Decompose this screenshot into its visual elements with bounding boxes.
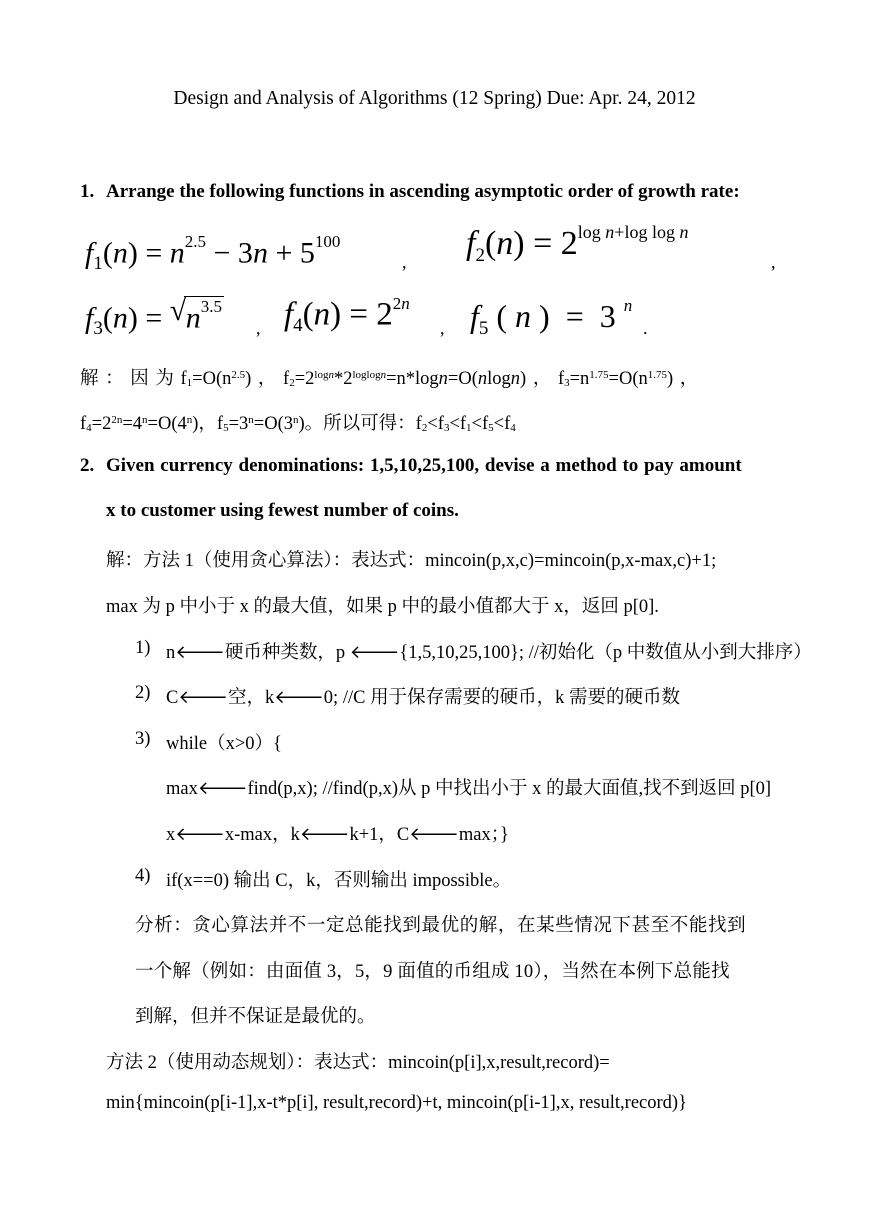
q2-method1-line1: 解：方法 1（使用贪心算法）：表达式：mincoin(p,x,c)=mincoin(p,x-max,c)+1; (106, 551, 717, 571)
formula-f1: $f_1(n) = n^{2.5} - 3n + 5^{100}$ (85, 232, 341, 274)
comma: , (771, 252, 776, 272)
formula-f4: $f_4(n) = 2^{2n}$ (284, 294, 410, 336)
q2-method1-line2: max 为 p 中小于 x 的最大值，如果 p 中的最小值都大于 x，返回 p[0]. (106, 597, 659, 617)
step-text: C🡐空，k🡐0; //C 用于保存需要的硬币，k 需要的硬币数 (166, 688, 680, 708)
page-header: Design and Analysis of Algorithms (12 Spring) Due: Apr. 24, 2012 (173, 88, 696, 109)
step-text: while（x>0）{ (166, 734, 282, 754)
analysis-line1: 分析：贪心算法并不一定总能找到最优的解，在某些情况下甚至不能找到 (135, 916, 747, 936)
q2-method2-line2: min{mincoin(p[i-1],x-t*p[i], result,record)+t, mincoin(p[i-1],x, result,record)} (106, 1093, 687, 1113)
q2-question-line1: Given currency denominations: 1,5,10,25,100, devise a method to pay amount (106, 455, 742, 476)
step-text: if(x==0) 输出 C，k，否则输出 impossible。 (166, 871, 512, 891)
q2-question-line2: x to customer using fewest number of coins. (106, 500, 459, 521)
analysis-line3: 到解，但并不保证是最优的。 (135, 1007, 376, 1027)
comma: , (440, 318, 445, 338)
step-number: 2) (135, 683, 151, 703)
q2-number: 2. (80, 455, 95, 476)
period: . (643, 318, 648, 338)
formula-f3: $f_3(n)$ = √ $n^{3.5}$ (85, 296, 224, 340)
step-text: x🡐x-max，k🡐k+1，C🡐max；} (166, 825, 509, 845)
step-number: 1) (135, 638, 151, 658)
q2-method2-line1: 方法 2（使用动态规划）：表达式：mincoin(p[i],x,result,record)= (106, 1053, 610, 1073)
comma: , (402, 252, 407, 272)
formula-f5: $f_5$ ( n ) = 3 $^n$ (470, 296, 633, 339)
q1-number: 1. (80, 181, 95, 202)
q1-question: Arrange the following functions in ascending asymptotic order of growth rate: (106, 181, 740, 202)
q1-answer-line2: $f4=2^{2n}=4^n=O(4^n)$，$f5=3^n=O(3^n)$。所以可得：f2<f3<f1<f5<f4 (80, 413, 516, 435)
analysis-line2: 一个解（例如：由面值 3，5，9 面值的币组成 10），当然在本例下总能找 (135, 962, 730, 982)
comma: , (256, 318, 261, 338)
step-number: 3) (135, 729, 151, 749)
q1-answer-line1: 解 ： 因 为 $f1=O(n^{2.5})$ ， $f2=2^{logn}*2^{loglogn}=n*\log n=O(nlogn)$ ， $f3=n^{1.75}=O(n^{1.75})$ ， (80, 368, 699, 390)
step-number: 4) (135, 866, 151, 886)
formula-f2: $f_2(n) = 2^{log n+log log n}$ (466, 222, 689, 266)
step-text: max🡐find(p,x); //find(p,x)从 p 中找出小于 x 的最大面值,找不到返回 p[0] (166, 779, 772, 799)
step-text: n🡐硬币种类数，p 🡐{1,5,10,25,100}; //初始化（p 中数值从小到大排序） (166, 643, 812, 663)
